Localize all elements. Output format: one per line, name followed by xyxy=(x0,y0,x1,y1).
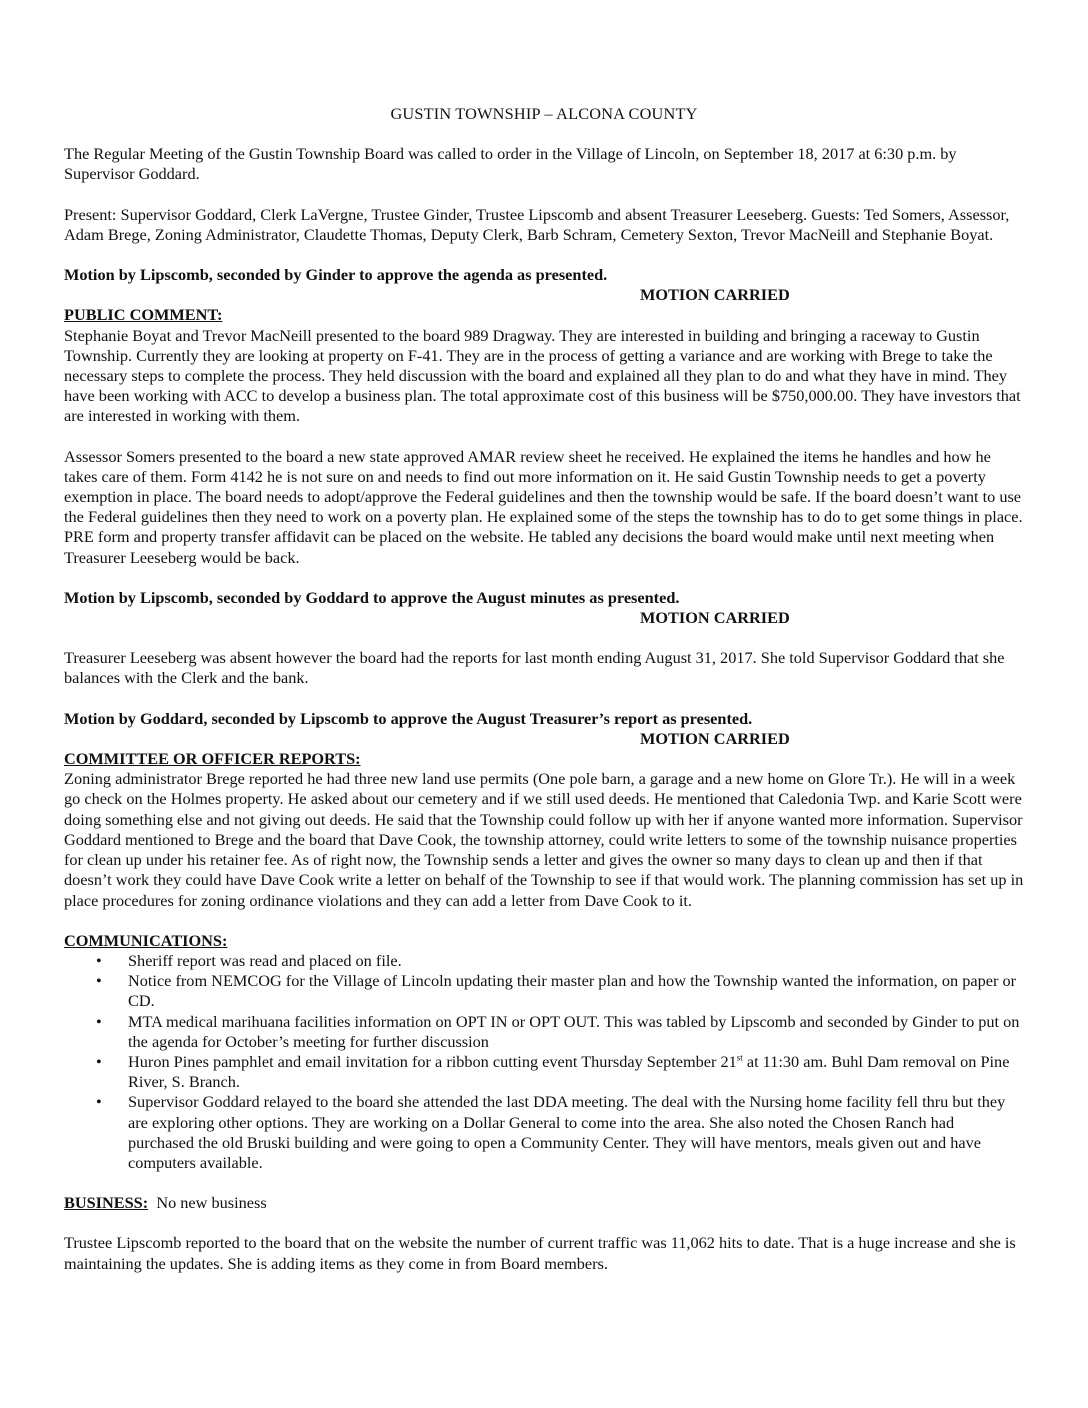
motion-agenda: Motion by Lipscomb, seconded by Ginder to approve the agenda as presented. xyxy=(64,265,608,285)
business-text: No new business xyxy=(156,1193,267,1213)
document-title: GUSTIN TOWNSHIP – ALCONA COUNTY xyxy=(390,104,698,123)
public-comment-paragraph: Stephanie Boyat and Trevor MacNeill presented to the board 989 Dragway. They are interested in building and bringing a raceway to Gustin Township. Currently they are looking at property on F-41. They are in the process of getting a variance and are working with Brege to take the necessary steps to complete the process. They held discussion with the board and explained all they plan to do and what they have in mind. They have been working with ACC to develop a business plan. The total approximate cost of this business will be $750,000.00. They have investors that are interested in working with them. xyxy=(64,325,1021,426)
minutes-page xyxy=(64,104,1024,1274)
motion-treasurer-report: Motion by Goddard, seconded by Lipscomb to approve the August Treasurer’s report as presented. xyxy=(64,708,753,728)
committee-reports-heading: COMMITTEE OR OFFICER REPORTS: xyxy=(64,749,361,769)
bullet-icon: • xyxy=(96,1051,102,1071)
business-line xyxy=(64,1193,1024,1213)
public-comment-heading: PUBLIC COMMENT: xyxy=(64,305,223,325)
treasurer-paragraph: Treasurer Leeseberg was absent however the board had the reports for last month ending August 31, 2017. She told Supervisor Goddard that she balances with the Clerk and the bank. xyxy=(64,648,1005,688)
motion-carried-treasurer: MOTION CARRIED xyxy=(640,728,790,748)
motion-carried-agenda: MOTION CARRIED xyxy=(640,285,790,305)
communications-heading: COMMUNICATIONS: xyxy=(64,930,228,950)
motion-carried-minutes: MOTION CARRIED xyxy=(640,608,790,628)
attendance-paragraph: Present: Supervisor Goddard, Clerk LaVergne, Trustee Ginder, Trustee Lipscomb and absent Treasurer Leeseberg. Guests: Ted Somers, Assessor, Adam Brege, Zoning Administrator, Claudette Thomas, Deputy Clerk, Barb Schram, Cemetery Sexton, Trevor MacNeill and Stephanie Boyat. xyxy=(64,204,1010,244)
list-item: • MTA medical marihuana facilities information on OPT IN or OPT OUT. This was tabled by Lipscomb and seconded by Ginder to put on the agenda for October’s meeting for further discussion xyxy=(96,1011,1020,1051)
list-item: • Huron Pines pamphlet and email invitation for a ribbon cutting event Thursday September 21st at 11:30 am. Buhl Dam removal on Pine River, S. Branch. xyxy=(96,1051,1010,1092)
call-to-order-paragraph: The Regular Meeting of the Gustin Township Board was called to order in the Village of Lincoln, on September 18, 2017 at 6:30 p.m. by Supervisor Goddard. xyxy=(64,144,957,184)
bullet-icon: • xyxy=(96,1092,102,1112)
motion-minutes: Motion by Lipscomb, seconded by Goddard to approve the August minutes as presented. xyxy=(64,587,680,607)
committee-reports-paragraph: Zoning administrator Brege reported he had three new land use permits (One pole barn, a garage and a new home on Glore Tr.). He will in a week go check on the Holmes property. He asked about our cemetery and if we still used deeds. He mentioned that Caledonia Twp. and Karie Scott were doing something else and not giving out deeds. He said that the Township could follow up with her if anyone wanted more information. Supervisor Goddard mentioned to Brege and the board that Dave Cook, the township attorney, could write letters to some of the township nuisance properties for clean up under his retainer fee. As of right now, the Township sends a letter and gives the owner so many days to clean up and then if that doesn’t work they could have Dave Cook write a letter on behalf of the Township to see if that would work. The planning commission has set up in place procedures for zoning ordinance violations and they can add a letter from Dave Cook to it. xyxy=(64,769,1024,910)
list-item: • Notice from NEMCOG for the Village of Lincoln updating their master plan and how the Township wanted the information, on paper or CD. xyxy=(96,971,1017,1011)
bullet-icon: • xyxy=(96,950,102,970)
assessor-paragraph: Assessor Somers presented to the board a new state approved AMAR review sheet he received. He explained the items he handles and how he takes care of them. Form 4142 he is not sure on and needs to find out more information on it. He said Gustin Township needs to get a poverty exemption in place. The board needs to adopt/approve the Federal guidelines and then the township would be safe. If the board doesn’t want to use the Federal guidelines then they need to work on a poverty plan. He explained some of the steps the township has to do to get some things in place. PRE form and property transfer affidavit can be placed on the website. He tabled any decisions the board would make until next meeting when Treasurer Leeseberg would be back. xyxy=(64,446,1023,567)
bullet-icon: • xyxy=(96,1011,102,1031)
communications-list xyxy=(64,951,1024,1173)
business-heading: BUSINESS: xyxy=(64,1193,149,1213)
bullet-icon: • xyxy=(96,971,102,991)
website-paragraph: Trustee Lipscomb reported to the board that on the website the number of current traffic was 11,062 hits to date. That is a huge increase and she is maintaining the updates. She is adding items as they come in from Board members. xyxy=(64,1233,1016,1273)
list-item: • Supervisor Goddard relayed to the board she attended the last DDA meeting. The deal with the Nursing home facility fell thru but they are exploring other options. They are working on a Dollar General to come into the area. She also noted the Chosen Ranch had purchased the old Bruski building and were going to open a Community Center. They will have mentors, meals given out and have computers available. xyxy=(96,1092,1006,1172)
ordinal-suffix: st xyxy=(736,1052,743,1063)
list-item: • Sheriff report was read and placed on file. xyxy=(96,950,402,970)
